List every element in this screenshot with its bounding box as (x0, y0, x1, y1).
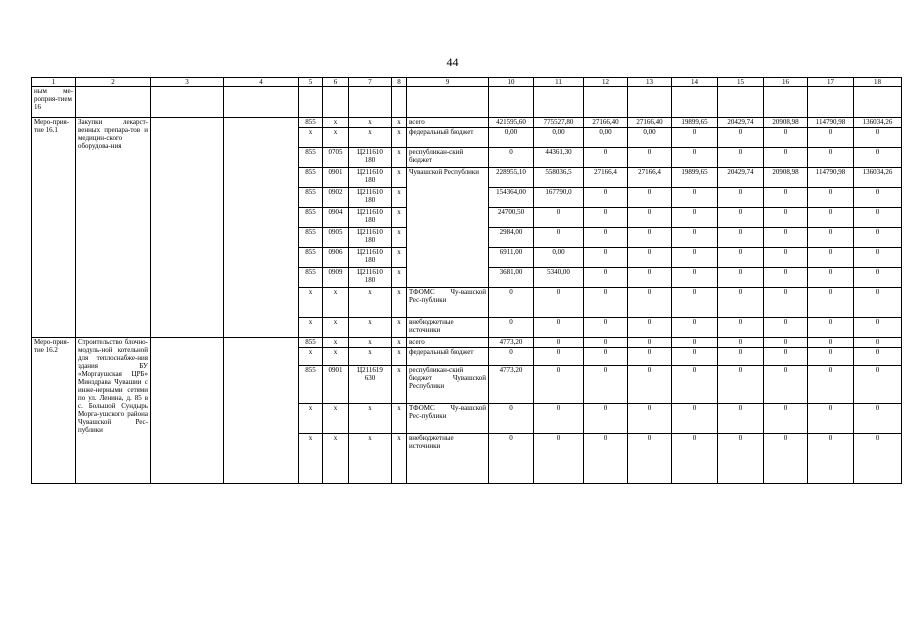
data-cell: x (349, 434, 392, 484)
funding-source: федеральный бюджет (407, 128, 489, 148)
data-cell: 0 (764, 288, 808, 318)
data-cell: x (392, 366, 407, 404)
data-cell: 0 (854, 188, 902, 208)
column-number: 6 (323, 78, 349, 87)
data-cell: 0 (808, 404, 854, 434)
data-cell: 0 (584, 288, 628, 318)
data-cell: 0 (628, 348, 672, 366)
data-cell: Ц211610 180 (349, 228, 392, 248)
data-cell: 0 (808, 248, 854, 268)
data-cell: Ц211619 630 (349, 366, 392, 404)
data-cell: 0 (808, 228, 854, 248)
data-cell: 0 (718, 338, 764, 348)
funding-source: Чувашской Республики (407, 168, 489, 188)
data-cell: x (349, 288, 392, 318)
funding-source: ТФОМС Чу-вашской Рес-публики (407, 288, 489, 318)
data-cell: Ц211610 180 (349, 188, 392, 208)
data-cell: 4773,20 (489, 366, 534, 404)
data-cell: 855 (299, 248, 323, 268)
data-cell: 0 (672, 318, 718, 338)
data-cell: 0 (628, 338, 672, 348)
page-number: 44 (446, 55, 459, 69)
data-cell: 0 (584, 318, 628, 338)
table-cell (151, 87, 224, 118)
column-number: 10 (489, 78, 534, 87)
data-cell: 0 (672, 338, 718, 348)
data-cell: 0 (628, 188, 672, 208)
table-row (32, 338, 902, 348)
column-number: 7 (349, 78, 392, 87)
funding-source: внебюджетные источники (407, 318, 489, 338)
data-cell: x (299, 434, 323, 484)
column-number: 11 (534, 78, 584, 87)
data-cell: x (323, 288, 349, 318)
data-cell: 0 (854, 434, 902, 484)
data-cell: x (392, 208, 407, 228)
data-cell: 0 (584, 268, 628, 288)
data-cell: 775527,80 (534, 118, 584, 128)
data-cell: 0 (764, 318, 808, 338)
data-cell: 0 (718, 288, 764, 318)
data-cell: x (323, 348, 349, 366)
data-cell: x (323, 338, 349, 348)
table-cell (584, 87, 628, 118)
data-cell: 0 (718, 228, 764, 248)
data-cell: 136034,26 (854, 168, 902, 188)
data-cell: 0 (764, 228, 808, 248)
empty-cell (224, 338, 299, 484)
data-cell: x (323, 118, 349, 128)
data-cell: 0 (672, 348, 718, 366)
data-cell: 0 (808, 434, 854, 484)
data-cell: 0 (718, 318, 764, 338)
data-cell: 0 (672, 188, 718, 208)
data-cell: 0705 (323, 148, 349, 168)
data-cell: 0 (584, 208, 628, 228)
empty-cell (151, 338, 224, 484)
data-cell: x (392, 228, 407, 248)
column-number: 9 (407, 78, 489, 87)
data-cell: 855 (299, 338, 323, 348)
data-cell: 0 (534, 288, 584, 318)
data-cell: 0906 (323, 248, 349, 268)
data-cell: 0 (718, 148, 764, 168)
funding-source: республикан-ский бюджет (407, 148, 489, 168)
data-cell: 855 (299, 268, 323, 288)
data-cell: 0 (854, 404, 902, 434)
table-cell (808, 87, 854, 118)
data-cell: 0905 (323, 228, 349, 248)
data-cell: 0 (854, 128, 902, 148)
funding-source: федеральный бюджет (407, 348, 489, 366)
data-cell: x (392, 318, 407, 338)
data-cell: x (349, 318, 392, 338)
data-cell: 0 (489, 288, 534, 318)
data-cell: 0 (534, 318, 584, 338)
data-cell: 0 (534, 228, 584, 248)
data-cell: 0 (534, 338, 584, 348)
data-cell: 27166,40 (628, 118, 672, 128)
data-cell: 24700,50 (489, 208, 534, 228)
data-cell: x (392, 348, 407, 366)
data-cell: Ц211610 180 (349, 248, 392, 268)
measure-label: ным ме-роприя-тием 16 (32, 87, 76, 118)
table-row (32, 87, 902, 118)
data-cell: x (392, 434, 407, 484)
data-cell: x (299, 128, 323, 148)
data-cell: 0 (672, 434, 718, 484)
data-cell: 0 (718, 248, 764, 268)
table-row (32, 118, 902, 128)
data-cell: 44361,30 (534, 148, 584, 168)
data-cell: 114790,98 (808, 168, 854, 188)
data-cell: x (323, 318, 349, 338)
measure-name: Строительство блочно-модуль-ной котельной для теплоснабже-ния здания БУ «Моргаушская ЦРБ» Минздрава Чувашии с инже-нерными сетями по ул. Ленина, д. 85 в с. Большой Сундырь Морга-ушского района Чувашской Рес-публики (76, 338, 151, 484)
data-cell: 0 (764, 208, 808, 228)
column-number: 2 (76, 78, 151, 87)
data-cell: 0 (854, 288, 902, 318)
data-cell: 855 (299, 168, 323, 188)
data-cell: 0 (718, 348, 764, 366)
funding-source (407, 228, 489, 248)
column-number: 8 (392, 78, 407, 87)
data-cell: 0 (718, 128, 764, 148)
data-cell: 0 (718, 208, 764, 228)
data-cell: 0 (764, 338, 808, 348)
column-number: 18 (854, 78, 902, 87)
data-cell: 0904 (323, 208, 349, 228)
data-cell: 0 (534, 404, 584, 434)
data-cell: x (299, 288, 323, 318)
data-cell: 855 (299, 118, 323, 128)
data-cell: x (299, 318, 323, 338)
data-cell: 0,00 (489, 128, 534, 148)
data-cell: 0 (628, 148, 672, 168)
data-cell: 0 (672, 268, 718, 288)
data-cell: 0 (808, 338, 854, 348)
data-cell: 0 (672, 288, 718, 318)
data-cell: 4773,20 (489, 338, 534, 348)
data-cell: 0 (628, 288, 672, 318)
data-cell: 0 (628, 404, 672, 434)
data-cell: 0 (584, 366, 628, 404)
data-cell: x (392, 128, 407, 148)
data-cell: 0 (718, 188, 764, 208)
data-cell: 0 (808, 148, 854, 168)
column-number: 14 (672, 78, 718, 87)
data-cell: x (299, 404, 323, 434)
data-cell: 136034,26 (854, 118, 902, 128)
data-cell: x (349, 338, 392, 348)
data-cell: 0 (764, 128, 808, 148)
empty-cell (151, 118, 224, 338)
column-number: 16 (764, 78, 808, 87)
funding-source: республикан-ский бюджет Чувашской Республики (407, 366, 489, 404)
table-cell (764, 87, 808, 118)
funding-source (407, 248, 489, 268)
data-cell: Ц211610 180 (349, 168, 392, 188)
data-cell: 0 (489, 434, 534, 484)
data-cell: x (323, 434, 349, 484)
data-cell: 27166,4 (628, 168, 672, 188)
data-cell: 0,00 (534, 128, 584, 148)
data-cell: 20429,74 (718, 118, 764, 128)
data-cell: x (349, 118, 392, 128)
column-number: 4 (224, 78, 299, 87)
data-cell: 0 (584, 188, 628, 208)
data-cell: 0901 (323, 168, 349, 188)
measure-name: Закупки лекарст-венных препара-тов и медицин-ского оборудова-ния (76, 118, 151, 338)
data-cell: 0 (672, 228, 718, 248)
data-cell: Ц211610 180 (349, 148, 392, 168)
funding-source (407, 208, 489, 228)
table-cell (299, 87, 323, 118)
table-cell (392, 87, 407, 118)
funding-source: всего (407, 118, 489, 128)
funding-source: всего (407, 338, 489, 348)
data-cell: 0 (764, 148, 808, 168)
data-cell: x (349, 404, 392, 434)
data-cell: 0 (489, 348, 534, 366)
data-cell: 0 (584, 248, 628, 268)
data-cell: x (392, 248, 407, 268)
data-cell: x (392, 148, 407, 168)
table-cell (349, 87, 392, 118)
data-cell: 0 (764, 434, 808, 484)
data-cell: 0 (584, 338, 628, 348)
table-cell (224, 87, 299, 118)
column-number: 12 (584, 78, 628, 87)
data-cell: 0 (534, 348, 584, 366)
data-cell: 0 (489, 404, 534, 434)
column-number: 15 (718, 78, 764, 87)
data-cell: x (392, 188, 407, 208)
data-cell: x (392, 338, 407, 348)
data-cell: 0 (854, 248, 902, 268)
data-cell: 855 (299, 228, 323, 248)
budget-table (31, 77, 902, 484)
data-cell: x (349, 128, 392, 148)
data-cell: 0 (628, 228, 672, 248)
data-cell: 0 (718, 366, 764, 404)
data-cell: 855 (299, 208, 323, 228)
data-cell: 0 (628, 366, 672, 404)
data-cell: 0 (764, 348, 808, 366)
data-cell: 0902 (323, 188, 349, 208)
data-cell: 0 (808, 128, 854, 148)
data-cell: 0 (854, 268, 902, 288)
data-cell: 558036,5 (534, 168, 584, 188)
data-cell: 154364,00 (489, 188, 534, 208)
data-cell: 0 (854, 348, 902, 366)
data-cell: Ц211610 180 (349, 208, 392, 228)
data-cell: x (299, 348, 323, 366)
data-cell: 0 (808, 348, 854, 366)
funding-source: внебюджетные источники (407, 434, 489, 484)
data-cell: 0 (584, 228, 628, 248)
column-number: 1 (32, 78, 76, 87)
column-number: 17 (808, 78, 854, 87)
data-cell: 0901 (323, 366, 349, 404)
data-cell: 19899,65 (672, 118, 718, 128)
data-cell: x (323, 404, 349, 434)
data-cell: 0 (764, 366, 808, 404)
data-cell: 0 (489, 318, 534, 338)
data-cell: 20908,98 (764, 168, 808, 188)
data-cell: 0 (489, 148, 534, 168)
data-cell: 0 (764, 404, 808, 434)
data-cell: 0 (534, 208, 584, 228)
data-cell: 20908,98 (764, 118, 808, 128)
data-cell: 0 (808, 366, 854, 404)
data-cell: 2984,00 (489, 228, 534, 248)
data-cell: 27166,4 (584, 168, 628, 188)
data-cell: 0 (628, 318, 672, 338)
column-number: 3 (151, 78, 224, 87)
data-cell: 0 (764, 268, 808, 288)
data-cell: 0 (628, 434, 672, 484)
data-cell: x (323, 128, 349, 148)
data-cell: 0 (672, 366, 718, 404)
data-cell: x (392, 268, 407, 288)
data-cell: 19899,65 (672, 168, 718, 188)
data-cell: 0 (672, 148, 718, 168)
data-cell: 0 (672, 128, 718, 148)
data-cell: 0 (808, 268, 854, 288)
funding-source: ТФОМС Чу-вашской Рес-публики (407, 404, 489, 434)
data-cell: 0 (764, 248, 808, 268)
data-cell: 0,00 (628, 128, 672, 148)
table-cell (489, 87, 534, 118)
data-cell: 0 (672, 248, 718, 268)
funding-source (407, 188, 489, 208)
data-cell: 0 (718, 434, 764, 484)
data-cell: 0 (718, 404, 764, 434)
data-cell: 0 (584, 348, 628, 366)
table-cell (407, 87, 489, 118)
table-cell (854, 87, 902, 118)
data-cell: 6911,00 (489, 248, 534, 268)
table-cell (628, 87, 672, 118)
data-cell: Ц211610 180 (349, 268, 392, 288)
table-cell (323, 87, 349, 118)
data-cell: 0 (584, 148, 628, 168)
data-cell: 855 (299, 148, 323, 168)
data-cell: 114790,98 (808, 118, 854, 128)
data-cell: 0 (854, 228, 902, 248)
data-cell: 0,00 (584, 128, 628, 148)
column-number: 5 (299, 78, 323, 87)
data-cell: 3681,00 (489, 268, 534, 288)
data-cell: 855 (299, 188, 323, 208)
data-cell: 20429,74 (718, 168, 764, 188)
data-cell: 0 (808, 318, 854, 338)
data-cell: 0 (718, 268, 764, 288)
table-cell (672, 87, 718, 118)
empty-cell (224, 118, 299, 338)
table-cell (76, 87, 151, 118)
data-cell: 0 (672, 208, 718, 228)
data-cell: x (392, 404, 407, 434)
header-row (32, 78, 902, 87)
data-cell: 167790,0 (534, 188, 584, 208)
data-cell: 0 (854, 208, 902, 228)
data-cell: 0 (808, 208, 854, 228)
data-cell: 0 (628, 248, 672, 268)
measure-label: Меро-прия-тие 16.1 (32, 118, 76, 338)
data-cell: 421595,60 (489, 118, 534, 128)
data-cell: 0 (854, 366, 902, 404)
data-cell: 0 (534, 366, 584, 404)
column-number: 13 (628, 78, 672, 87)
data-cell: 0 (854, 318, 902, 338)
data-cell: 0 (584, 434, 628, 484)
table-cell (534, 87, 584, 118)
data-cell: 228955,10 (489, 168, 534, 188)
funding-source (407, 268, 489, 288)
measure-label: Меро-прия-тие 16.2 (32, 338, 76, 484)
data-cell: 0 (584, 404, 628, 434)
data-cell: 0 (808, 288, 854, 318)
data-cell: x (392, 118, 407, 128)
data-cell: x (392, 288, 407, 318)
data-cell: x (349, 348, 392, 366)
data-cell: 0 (672, 404, 718, 434)
data-cell: 0 (628, 268, 672, 288)
data-cell: 0909 (323, 268, 349, 288)
table-cell (718, 87, 764, 118)
data-cell: 0 (854, 338, 902, 348)
data-cell: 0 (764, 188, 808, 208)
data-cell: 0 (628, 208, 672, 228)
data-cell: 27166,40 (584, 118, 628, 128)
data-cell: 0 (808, 188, 854, 208)
data-cell: 855 (299, 366, 323, 404)
data-cell: x (392, 168, 407, 188)
data-cell: 5340,00 (534, 268, 584, 288)
data-cell: 0 (854, 148, 902, 168)
data-cell: 0,00 (534, 248, 584, 268)
data-cell: 0 (534, 434, 584, 484)
